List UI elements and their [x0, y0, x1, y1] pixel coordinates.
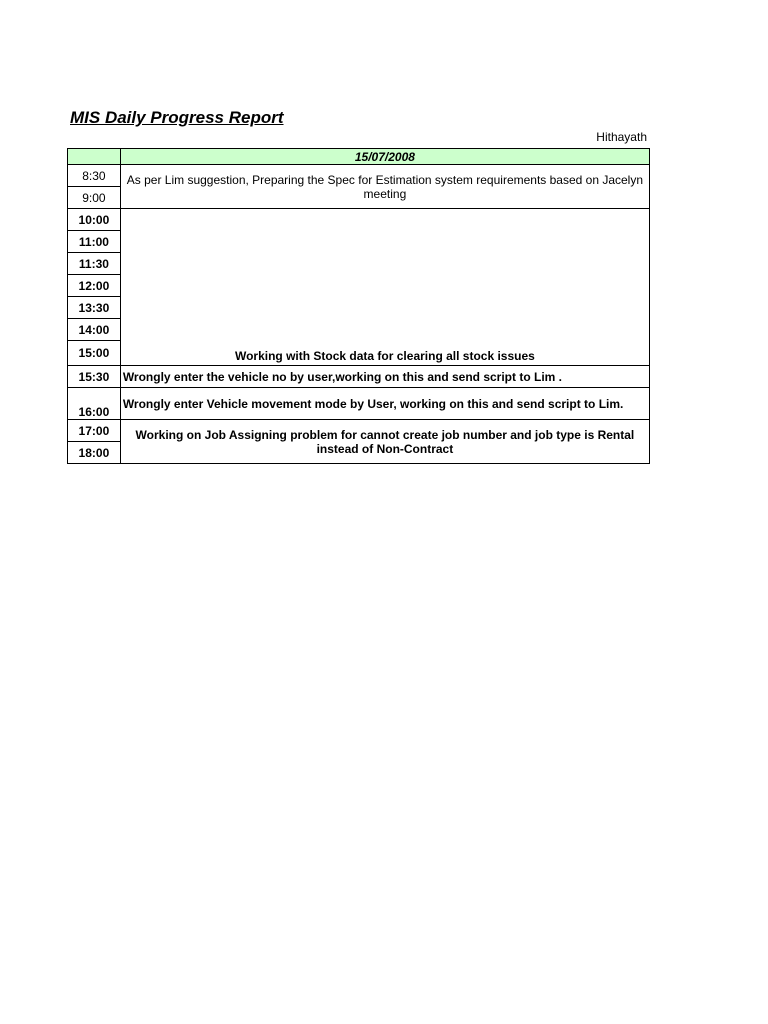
time-cell: 15:00: [68, 341, 121, 366]
time-cell: 12:00: [68, 275, 121, 297]
table-row: [68, 165, 650, 187]
task-cell: Wrongly enter Vehicle movement mode by User, working on this and send script to Lim.: [120, 388, 649, 420]
table-row: [68, 366, 650, 388]
table-row: [68, 420, 650, 442]
author-name: Hithayath: [596, 130, 647, 144]
time-cell: 17:00: [68, 420, 121, 442]
report-title: MIS Daily Progress Report: [70, 108, 284, 127]
time-cell: 9:00: [68, 187, 121, 209]
time-cell: 11:00: [68, 231, 121, 253]
progress-table: [67, 148, 650, 464]
table-row: [68, 209, 650, 231]
time-cell: 10:00: [68, 209, 121, 231]
time-cell: 11:30: [68, 253, 121, 275]
task-cell: Wrongly enter the vehicle no by user,working on this and send script to Lim .: [120, 366, 649, 388]
time-cell: 13:30: [68, 297, 121, 319]
task-cell: Working with Stock data for clearing all stock issues: [120, 209, 649, 366]
time-cell: 15:30: [68, 366, 121, 388]
time-cell: 8:30: [68, 165, 121, 187]
header-time-cell: [68, 149, 121, 165]
task-cell: As per Lim suggestion, Preparing the Spec for Estimation system requirements based on Jacelyn meeting: [120, 165, 649, 209]
table-row: [68, 388, 650, 420]
task-cell: Working on Job Assigning problem for cannot create job number and job type is Rental instead of Non-Contract: [120, 420, 649, 464]
time-cell: 16:00: [68, 388, 121, 420]
time-cell: 14:00: [68, 319, 121, 341]
time-cell: 18:00: [68, 442, 121, 464]
report-date: 15/07/2008: [120, 149, 649, 165]
header-row: [68, 149, 650, 165]
